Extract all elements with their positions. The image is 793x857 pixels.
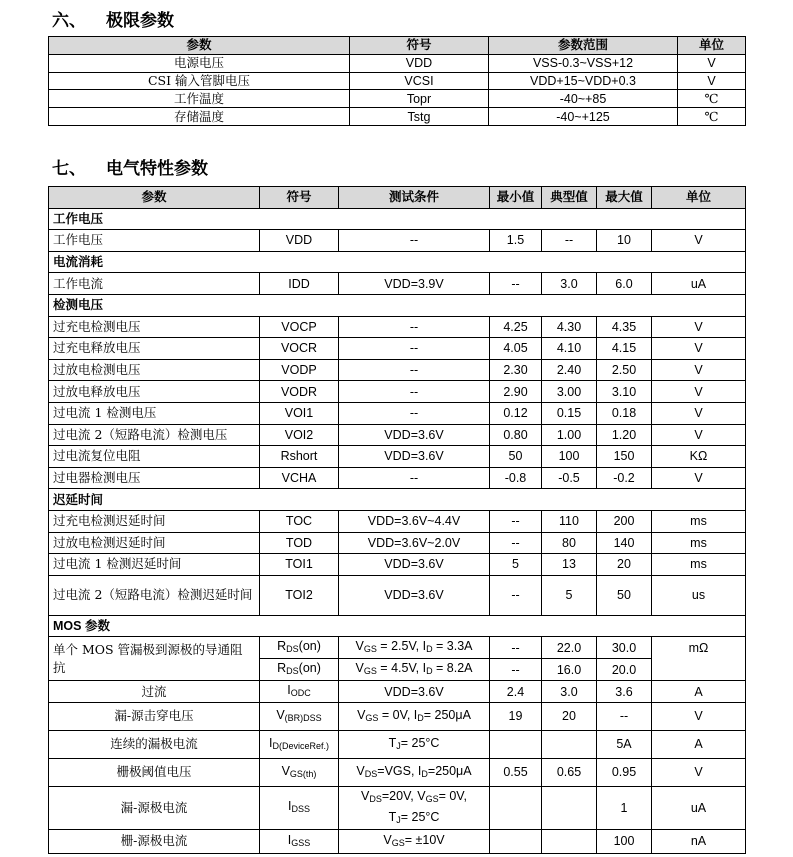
symbol-sub: ODC	[290, 688, 311, 699]
symbol-main: I	[288, 799, 292, 814]
min-cell: 4.25	[490, 316, 542, 338]
condition-cell: --	[339, 316, 490, 338]
cond-part: =250μA	[427, 763, 472, 778]
table-row	[49, 637, 746, 659]
cond-sub: GS	[425, 793, 439, 804]
param-cell: 过放电释放电压	[49, 381, 260, 403]
condition-cell: --	[339, 338, 490, 360]
header-unit: 单位	[652, 187, 746, 209]
range-cell: -40~+85	[489, 90, 678, 108]
cond-part: = 4.5V, I	[376, 661, 427, 676]
symbol-main: V	[281, 763, 290, 778]
symbol-cell: Topr	[350, 90, 489, 108]
cond-sub: D	[426, 644, 433, 655]
unit-cell: V	[678, 54, 746, 72]
table-row	[49, 532, 746, 554]
symbol-cell	[260, 702, 339, 730]
table-row	[49, 381, 746, 403]
max-cell: 4.35	[597, 316, 652, 338]
min-cell: --	[490, 575, 542, 615]
unit-cell: ms	[652, 510, 746, 532]
symbol-cell: VOCR	[260, 338, 339, 360]
min-cell: --	[490, 273, 542, 295]
section-heading: 电气特性参数	[106, 159, 208, 179]
cond-sub: J	[396, 740, 401, 751]
section-number: 六、	[52, 11, 86, 31]
header-condition: 测试条件	[339, 187, 490, 209]
header-unit: 单位	[678, 37, 746, 55]
cond-sub: D	[426, 666, 433, 677]
typ-cell: 16.0	[542, 659, 597, 681]
condition-cell	[339, 637, 490, 659]
table-row	[49, 446, 746, 468]
max-cell: 4.15	[597, 338, 652, 360]
cond-sub: DS	[364, 768, 378, 779]
symbol-cell	[260, 730, 339, 758]
cond-part: = 3.3A	[432, 639, 473, 654]
symbol-cell: VOI1	[260, 402, 339, 424]
param-cell: 过电流 1 检测迟延时间	[49, 554, 260, 576]
param-cell: 过电流 2（短路电流）检测电压	[49, 424, 260, 446]
symbol-cell	[260, 659, 339, 681]
table-row	[49, 424, 746, 446]
unit-cell: ℃	[678, 108, 746, 126]
condition-cell	[339, 659, 490, 681]
typ-cell: 0.15	[542, 402, 597, 424]
param-cell: 工作温度	[49, 90, 350, 108]
cond-sub: J	[396, 814, 401, 825]
min-cell: --	[490, 510, 542, 532]
symbol-sub: D(DeviceRef.)	[272, 740, 329, 751]
symbol-cell	[260, 681, 339, 703]
param-cell: 栅-源极电流	[49, 829, 260, 853]
symbol-cell: TOI2	[260, 575, 339, 615]
condition-cell: VDD=3.6V	[339, 446, 490, 468]
cond-sub: GS	[363, 644, 377, 655]
max-cell: 1.20	[597, 424, 652, 446]
condition-cell: --	[339, 230, 490, 252]
cond-part: = 0V,	[438, 788, 467, 803]
section-heading: 极限参数	[106, 11, 174, 31]
cond-part: V	[357, 707, 366, 722]
param-cell: 过充电释放电压	[49, 338, 260, 360]
symbol-sub: DS	[286, 666, 299, 677]
symbol-main: I	[269, 735, 273, 750]
cond-sub: D	[421, 768, 428, 779]
symbol-main: V	[276, 707, 285, 722]
max-cell: 0.95	[597, 758, 652, 786]
cond-part: V	[356, 763, 365, 778]
category-row	[49, 208, 746, 230]
symbol-cell: Tstg	[350, 108, 489, 126]
cond-part: = 250μA	[423, 707, 471, 722]
max-cell: 5A	[597, 730, 652, 758]
symbol-cell: TOD	[260, 532, 339, 554]
symbol-cell: VDD	[260, 230, 339, 252]
range-cell: -40~+125	[489, 108, 678, 126]
param-cell: 工作电压	[49, 230, 260, 252]
param-cell: 过电流 2（短路电流）检测迟延时间	[49, 575, 260, 615]
typ-cell: --	[542, 230, 597, 252]
param-cell: 过电器检测电压	[49, 467, 260, 489]
param-cell: 过放电检测迟延时间	[49, 532, 260, 554]
symbol-cell: VODR	[260, 381, 339, 403]
min-cell	[490, 730, 542, 758]
max-cell: 1	[597, 786, 652, 829]
unit-cell: nA	[652, 829, 746, 853]
table-row	[49, 730, 746, 758]
cond-part: T	[388, 809, 397, 824]
table-row	[49, 681, 746, 703]
symbol-cell	[260, 829, 339, 853]
cond-part: V	[361, 788, 370, 803]
absolute-maximum-ratings-table	[48, 36, 746, 126]
unit-cell: ℃	[678, 90, 746, 108]
condition-cell	[339, 758, 490, 786]
range-cell: VDD+15~VDD+0.3	[489, 72, 678, 90]
unit-cell: V	[652, 359, 746, 381]
cond-part: =20V, V	[381, 788, 426, 803]
electrical-characteristics-table	[48, 186, 746, 854]
table-row	[49, 230, 746, 252]
symbol-cell: VDD	[350, 54, 489, 72]
category-row	[49, 615, 746, 637]
category-label: 迟延时间	[49, 489, 746, 511]
max-cell: 100	[597, 829, 652, 853]
unit-cell: A	[652, 730, 746, 758]
unit-cell: V	[652, 381, 746, 403]
min-cell: 5	[490, 554, 542, 576]
unit-cell: V	[652, 424, 746, 446]
min-cell: 19	[490, 702, 542, 730]
min-cell	[490, 786, 542, 829]
range-cell: VSS-0.3~VSS+12	[489, 54, 678, 72]
symbol-cell: VODP	[260, 359, 339, 381]
symbol-cell: VCSI	[350, 72, 489, 90]
param-cell: 过充电检测电压	[49, 316, 260, 338]
param-cell: 过流	[49, 681, 260, 703]
category-label: 检测电压	[49, 294, 746, 316]
min-cell: 2.90	[490, 381, 542, 403]
table-row	[49, 359, 746, 381]
min-cell	[490, 829, 542, 853]
max-cell: 0.18	[597, 402, 652, 424]
cond-part: = 25°C	[400, 809, 440, 824]
condition-cell: VDD=3.9V	[339, 273, 490, 295]
table-row	[49, 510, 746, 532]
unit-cell: V	[652, 467, 746, 489]
typ-cell: 13	[542, 554, 597, 576]
typ-cell: 3.0	[542, 273, 597, 295]
unit-cell: uA	[652, 273, 746, 295]
cond-part: T	[388, 735, 397, 750]
typ-cell: 3.0	[542, 681, 597, 703]
condition-cell	[339, 829, 490, 853]
table-row	[49, 702, 746, 730]
min-cell: 0.80	[490, 424, 542, 446]
min-cell: 2.4	[490, 681, 542, 703]
unit-cell: V	[678, 72, 746, 90]
condition-cell: VDD=3.6V~2.0V	[339, 532, 490, 554]
symbol-sub: DSS	[291, 804, 310, 815]
unit-text: mΩ	[688, 641, 709, 656]
table-row	[49, 758, 746, 786]
min-cell: --	[490, 532, 542, 554]
condition-cell	[339, 702, 490, 730]
typ-cell: 1.00	[542, 424, 597, 446]
unit-cell: V	[652, 702, 746, 730]
min-cell: 1.5	[490, 230, 542, 252]
max-cell: 150	[597, 446, 652, 468]
table-row	[49, 90, 746, 108]
header-symbol: 符号	[350, 37, 489, 55]
unit-cell: KΩ	[652, 446, 746, 468]
max-cell: 10	[597, 230, 652, 252]
symbol-cell: VCHA	[260, 467, 339, 489]
typ-cell: 0.65	[542, 758, 597, 786]
min-cell: 2.30	[490, 359, 542, 381]
table-header-row	[49, 187, 746, 209]
typ-cell: 5	[542, 575, 597, 615]
param-cell: 漏-源击穿电压	[49, 702, 260, 730]
symbol-tail: (on)	[298, 639, 321, 654]
section-number: 七、	[52, 159, 86, 179]
cond-part: V	[383, 832, 392, 847]
condition-cell: VDD=3.6V	[339, 575, 490, 615]
typ-cell	[542, 786, 597, 829]
condition-cell	[339, 730, 490, 758]
symbol-sub: GS(th)	[289, 768, 317, 779]
max-cell: 20.0	[597, 659, 652, 681]
condition-cell: --	[339, 359, 490, 381]
typ-cell: 3.00	[542, 381, 597, 403]
table-row	[49, 554, 746, 576]
max-cell: 140	[597, 532, 652, 554]
max-cell: 20	[597, 554, 652, 576]
cond-part: =VGS, I	[377, 763, 422, 778]
condition-cell: --	[339, 467, 490, 489]
category-row	[49, 489, 746, 511]
unit-cell: ms	[652, 554, 746, 576]
min-cell: 50	[490, 446, 542, 468]
min-cell: 0.55	[490, 758, 542, 786]
symbol-tail: (on)	[298, 661, 321, 676]
unit-cell: ms	[652, 532, 746, 554]
condition-cell: VDD=3.6V~4.4V	[339, 510, 490, 532]
header-range: 参数范围	[489, 37, 678, 55]
table-row	[49, 829, 746, 853]
section-title-electrical	[52, 154, 208, 179]
cond-part: V	[355, 639, 364, 654]
unit-cell: V	[652, 230, 746, 252]
param-cell: 连续的漏极电流	[49, 730, 260, 758]
param-cell: 过放电检测电压	[49, 359, 260, 381]
unit-cell: V	[652, 402, 746, 424]
typ-cell	[542, 829, 597, 853]
symbol-cell	[260, 637, 339, 659]
typ-cell: 4.10	[542, 338, 597, 360]
symbol-sub: DS	[286, 644, 299, 655]
unit-cell: A	[652, 681, 746, 703]
cond-part: = 2.5V, I	[376, 639, 427, 654]
max-cell: -0.2	[597, 467, 652, 489]
unit-cell	[652, 637, 746, 681]
max-cell: 50	[597, 575, 652, 615]
header-min: 最小值	[490, 187, 542, 209]
cond-part: V	[355, 661, 364, 676]
symbol-cell: VOCP	[260, 316, 339, 338]
table-row	[49, 786, 746, 829]
table-row	[49, 108, 746, 126]
unit-cell: us	[652, 575, 746, 615]
symbol-cell	[260, 758, 339, 786]
min-cell: --	[490, 637, 542, 659]
typ-cell: 100	[542, 446, 597, 468]
symbol-main: R	[277, 639, 287, 654]
max-cell: 3.10	[597, 381, 652, 403]
cond-sub: GS	[391, 837, 405, 848]
max-cell: 3.6	[597, 681, 652, 703]
symbol-main: R	[277, 661, 287, 676]
symbol-cell: Rshort	[260, 446, 339, 468]
symbol-cell: TOI1	[260, 554, 339, 576]
param-cell: 栅极阈值电压	[49, 758, 260, 786]
category-label: 电流消耗	[49, 251, 746, 273]
table-row	[49, 72, 746, 90]
param-cell: 过充电检测迟延时间	[49, 510, 260, 532]
unit-cell: V	[652, 758, 746, 786]
param-cell: 漏-源极电流	[49, 786, 260, 829]
typ-cell: 22.0	[542, 637, 597, 659]
category-label: 工作电压	[49, 208, 746, 230]
unit-cell: V	[652, 338, 746, 360]
table-row	[49, 54, 746, 72]
typ-cell: 80	[542, 532, 597, 554]
cond-sub: GS	[363, 666, 377, 677]
cond-sub: D	[417, 712, 424, 723]
param-cell: 过电流复位电阻	[49, 446, 260, 468]
table-row	[49, 467, 746, 489]
max-cell: 2.50	[597, 359, 652, 381]
cond-part: = 8.2A	[432, 661, 473, 676]
symbol-cell: TOC	[260, 510, 339, 532]
max-cell: --	[597, 702, 652, 730]
param-cell: 单个 MOS 管漏极到源极的导通阻抗	[49, 637, 260, 681]
table-row	[49, 575, 746, 615]
header-typ: 典型值	[542, 187, 597, 209]
section-title-limits	[52, 6, 174, 31]
symbol-main: I	[287, 683, 291, 698]
condition-cell: --	[339, 402, 490, 424]
max-cell: 30.0	[597, 637, 652, 659]
header-param: 参数	[49, 187, 260, 209]
min-cell: -0.8	[490, 467, 542, 489]
header-param: 参数	[49, 37, 350, 55]
typ-cell	[542, 730, 597, 758]
unit-cell: uA	[652, 786, 746, 829]
symbol-cell: VOI2	[260, 424, 339, 446]
table-row	[49, 338, 746, 360]
category-label: MOS 参数	[49, 615, 746, 637]
cond-sub: GS	[365, 712, 379, 723]
unit-cell: V	[652, 316, 746, 338]
table-row	[49, 273, 746, 295]
symbol-cell	[260, 786, 339, 829]
symbol-sub: (BR)DSS	[284, 712, 322, 723]
max-cell: 6.0	[597, 273, 652, 295]
cond-part: = ±10V	[404, 832, 445, 847]
cond-sub: DS	[369, 793, 382, 804]
header-symbol: 符号	[260, 187, 339, 209]
condition-cell	[339, 786, 490, 829]
typ-cell: 20	[542, 702, 597, 730]
max-cell: 200	[597, 510, 652, 532]
cond-part: = 0V, I	[378, 707, 418, 722]
param-cell: 过电流 1 检测电压	[49, 402, 260, 424]
condition-cell: VDD=3.6V	[339, 681, 490, 703]
typ-cell: -0.5	[542, 467, 597, 489]
param-cell: 存储温度	[49, 108, 350, 126]
table-row	[49, 402, 746, 424]
condition-cell: VDD=3.6V	[339, 554, 490, 576]
category-row	[49, 294, 746, 316]
typ-cell: 4.30	[542, 316, 597, 338]
typ-cell: 110	[542, 510, 597, 532]
condition-cell: VDD=3.6V	[339, 424, 490, 446]
param-cell: 电源电压	[49, 54, 350, 72]
category-row	[49, 251, 746, 273]
table-row	[49, 316, 746, 338]
symbol-cell: IDD	[260, 273, 339, 295]
min-cell: 4.05	[490, 338, 542, 360]
min-cell: --	[490, 659, 542, 681]
param-cell: 工作电流	[49, 273, 260, 295]
symbol-sub: GSS	[291, 837, 311, 848]
table-header-row	[49, 37, 746, 55]
min-cell: 0.12	[490, 402, 542, 424]
param-cell: CSI 输入管脚电压	[49, 72, 350, 90]
condition-cell: --	[339, 381, 490, 403]
header-max: 最大值	[597, 187, 652, 209]
cond-part: = 25°C	[400, 735, 440, 750]
typ-cell: 2.40	[542, 359, 597, 381]
symbol-main: I	[287, 832, 292, 847]
